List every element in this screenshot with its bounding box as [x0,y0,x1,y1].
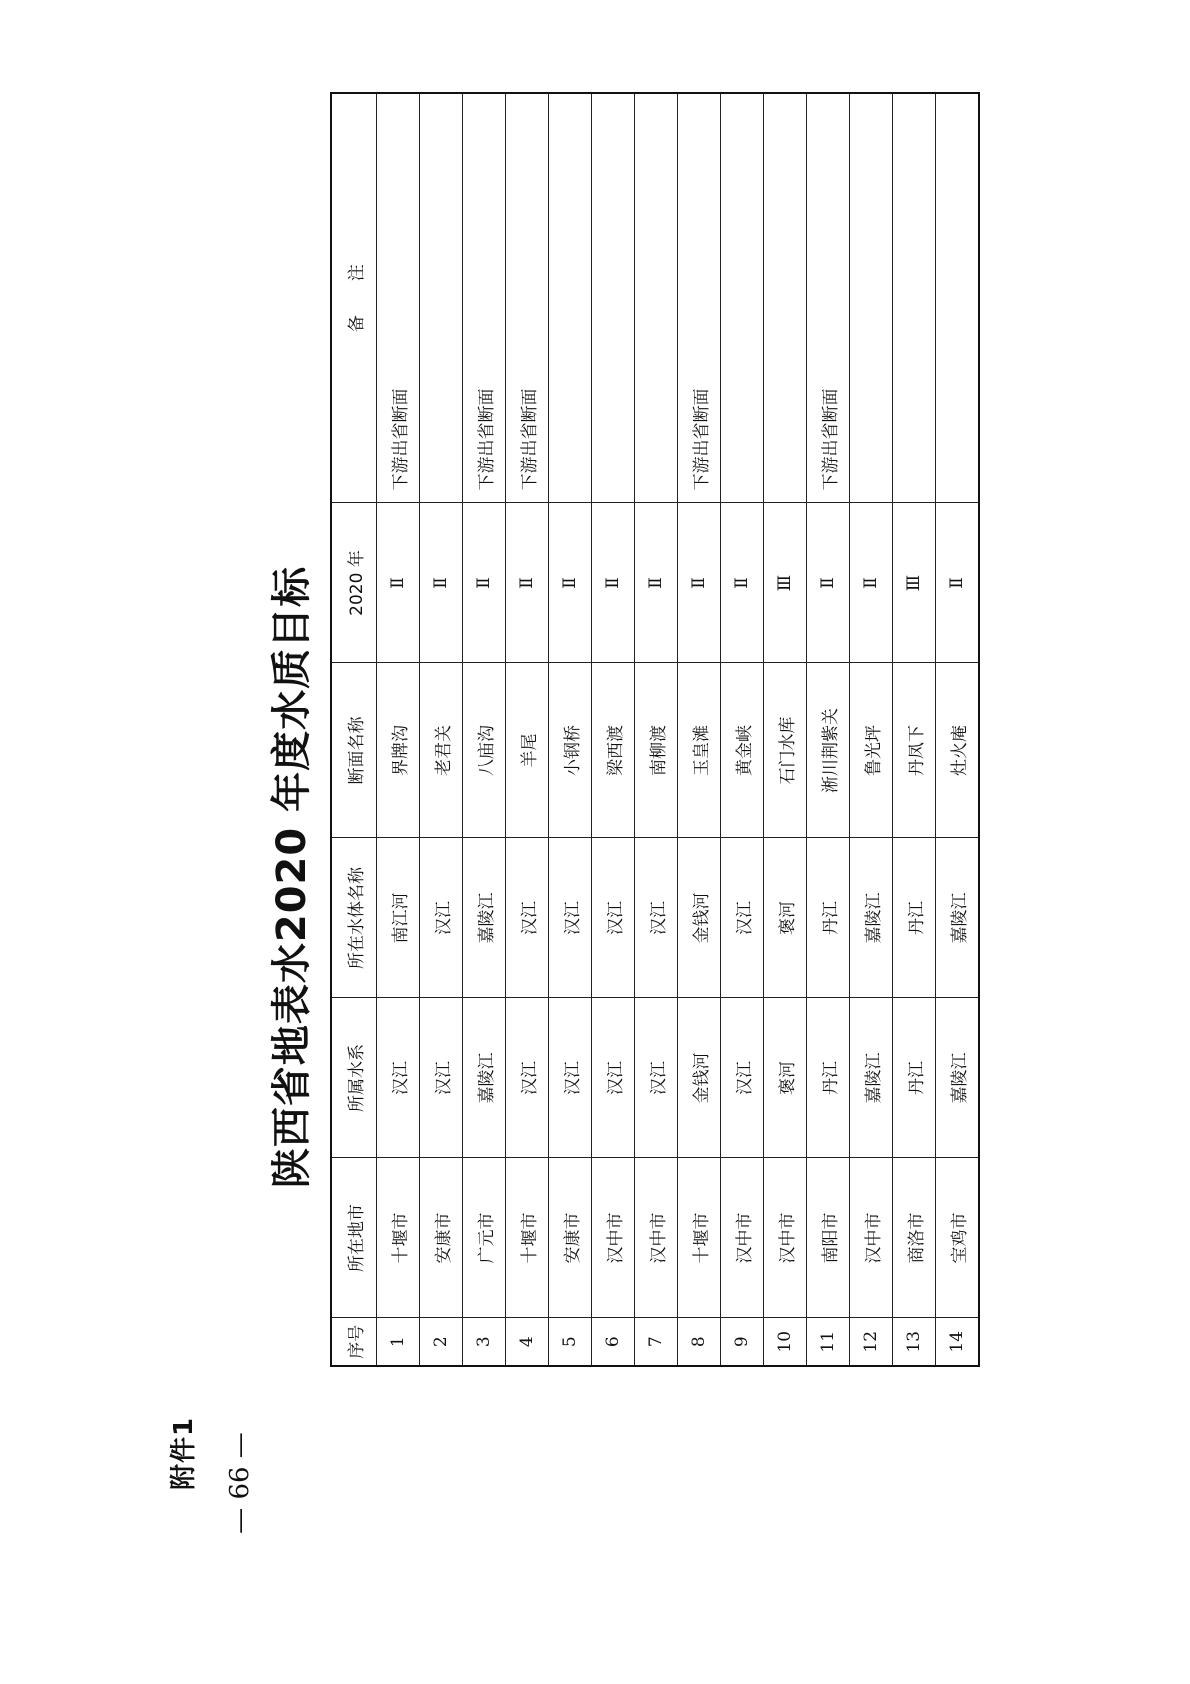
table-cell-index: 6 [592,1318,635,1366]
table-cell-section: 羊尾 [506,663,549,838]
table-cell-water-body: 丹江 [893,838,936,998]
table-cell-water-body: 嘉陵江 [463,838,506,998]
table-cell-index: 9 [721,1318,764,1366]
table-row [506,93,549,1366]
table-cell-water-body: 汉江 [506,838,549,998]
table-cell-city: 汉中市 [592,1158,635,1318]
table-cell-index: 12 [850,1318,893,1366]
table-cell-system: 汉江 [635,998,678,1158]
table-cell-section: 老君关 [420,663,463,838]
table-cell-target: Ⅲ [893,503,936,663]
table-cell-index: 14 [936,1318,980,1366]
table-cell-remark [635,93,678,503]
page-title: 陕西省地表水2020 年度水质目标 [269,565,315,1189]
table-cell-index: 3 [463,1318,506,1366]
table-cell-remark [936,93,980,503]
table-cell-target: Ⅱ [721,503,764,663]
water-quality-table [330,92,980,1367]
table-cell-water-body: 南江河 [377,838,420,998]
table-cell-city: 汉中市 [635,1158,678,1318]
table-cell-remark [850,93,893,503]
column-header: 所属水系 [331,998,377,1158]
table-cell-section: 小钢桥 [549,663,592,838]
table-row [635,93,678,1366]
table-row [592,93,635,1366]
column-header: 所在水体名称 [331,838,377,998]
table-cell-target: Ⅱ [549,503,592,663]
table-cell-section: 灶火庵 [936,663,980,838]
table-cell-remark: 下游出省断面 [807,93,850,503]
table-cell-section: 淅川荆紫关 [807,663,850,838]
table-cell-system: 金钱河 [678,998,721,1158]
table-cell-system: 汉江 [549,998,592,1158]
table-row [377,93,420,1366]
table-header [331,93,377,1366]
table-cell-city: 十堰市 [506,1158,549,1318]
table-cell-system: 嘉陵江 [936,998,980,1158]
attachment-label: 附件1 [169,1416,199,1490]
table-cell-city: 汉中市 [721,1158,764,1318]
table-cell-remark [592,93,635,503]
table-cell-remark: 下游出省断面 [678,93,721,503]
table-cell-section: 八庙沟 [463,663,506,838]
table-cell-water-body: 褒河 [764,838,807,998]
table-row [721,93,764,1366]
table-cell-target: Ⅱ [463,503,506,663]
table-cell-water-body: 丹江 [807,838,850,998]
table-cell-city: 十堰市 [377,1158,420,1318]
table-cell-city: 十堰市 [678,1158,721,1318]
table-cell-target: Ⅱ [678,503,721,663]
table-cell-index: 11 [807,1318,850,1366]
table-cell-remark [420,93,463,503]
table-cell-water-body: 汉江 [420,838,463,998]
table-cell-water-body: 嘉陵江 [936,838,980,998]
table-cell-remark [721,93,764,503]
table-row [678,93,721,1366]
column-header: 所在地市 [331,1158,377,1318]
table-cell-section: 界牌沟 [377,663,420,838]
table-cell-water-body: 汉江 [592,838,635,998]
table-cell-system: 丹江 [893,998,936,1158]
table-cell-target: Ⅱ [936,503,980,663]
page-number: — 66 — [225,1432,255,1534]
table-cell-section: 黄金峡 [721,663,764,838]
table-cell-system: 汉江 [506,998,549,1158]
table-row [420,93,463,1366]
column-header: 备 注 [331,93,377,503]
table-cell-city: 广元市 [463,1158,506,1318]
table-cell-section: 石门水库 [764,663,807,838]
table-row [893,93,936,1366]
table-cell-index: 2 [420,1318,463,1366]
table-cell-target: Ⅲ [764,503,807,663]
table-cell-remark: 下游出省断面 [377,93,420,503]
table-cell-section: 南柳渡 [635,663,678,838]
table-cell-system: 汉江 [377,998,420,1158]
table-cell-water-body: 汉江 [549,838,592,998]
table-cell-section: 玉皇滩 [678,663,721,838]
table-cell-remark: 下游出省断面 [506,93,549,503]
table-cell-system: 褒河 [764,998,807,1158]
table-cell-remark [764,93,807,503]
table-row [764,93,807,1366]
rotated-page-content [155,140,970,1532]
table-cell-target: Ⅱ [807,503,850,663]
table-cell-system: 嘉陵江 [850,998,893,1158]
table-cell-section: 鲁光坪 [850,663,893,838]
table-row [850,93,893,1366]
table-cell-city: 南阳市 [807,1158,850,1318]
table-cell-target: Ⅱ [506,503,549,663]
table-cell-target: Ⅱ [635,503,678,663]
column-header: 2020 年 [331,503,377,663]
table-cell-remark [893,93,936,503]
table-cell-remark [549,93,592,503]
table-cell-target: Ⅱ [420,503,463,663]
header-row [331,93,377,1366]
table-row [807,93,850,1366]
table-cell-index: 13 [893,1318,936,1366]
table-cell-target: Ⅱ [850,503,893,663]
table-cell-target: Ⅱ [377,503,420,663]
table-row [936,93,980,1366]
table-row [549,93,592,1366]
table-cell-index: 5 [549,1318,592,1366]
table-cell-system: 丹江 [807,998,850,1158]
table-cell-city: 商洛市 [893,1158,936,1318]
table-cell-water-body: 嘉陵江 [850,838,893,998]
column-header: 断面名称 [331,663,377,838]
table-cell-index: 10 [764,1318,807,1366]
column-header: 序号 [331,1318,377,1366]
table-cell-city: 安康市 [549,1158,592,1318]
table-cell-water-body: 汉江 [721,838,764,998]
table-cell-system: 嘉陵江 [463,998,506,1158]
table-cell-target: Ⅱ [592,503,635,663]
table-cell-city: 安康市 [420,1158,463,1318]
table-row [463,93,506,1366]
table-cell-water-body: 金钱河 [678,838,721,998]
table-body [377,93,980,1366]
table-cell-system: 汉江 [721,998,764,1158]
table-cell-city: 宝鸡市 [936,1158,980,1318]
table-cell-system: 汉江 [420,998,463,1158]
table-cell-city: 汉中市 [850,1158,893,1318]
table-cell-water-body: 汉江 [635,838,678,998]
table-cell-system: 汉江 [592,998,635,1158]
table-cell-city: 汉中市 [764,1158,807,1318]
table-cell-section: 梁西渡 [592,663,635,838]
table-cell-remark: 下游出省断面 [463,93,506,503]
table-cell-index: 7 [635,1318,678,1366]
table-cell-index: 4 [506,1318,549,1366]
table-cell-index: 1 [377,1318,420,1366]
table-cell-section: 丹凤下 [893,663,936,838]
table-cell-index: 8 [678,1318,721,1366]
